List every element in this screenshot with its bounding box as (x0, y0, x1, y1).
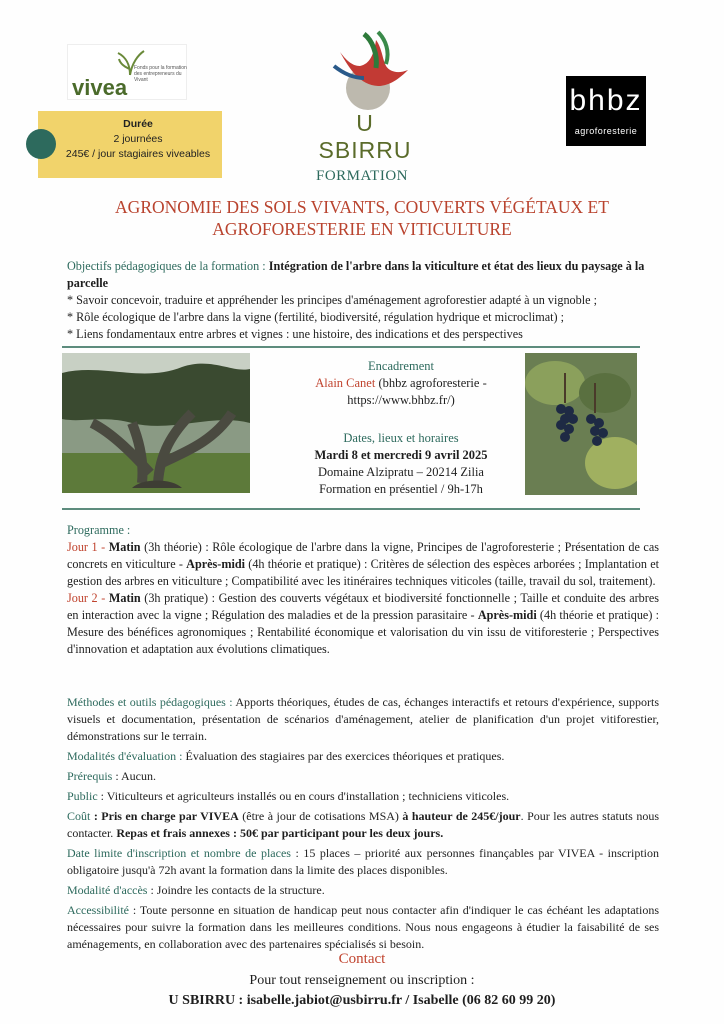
cout-label: Coût (67, 809, 91, 823)
bhbz-wordmark: bhbz (569, 84, 643, 117)
accessibilite-text: : Toute personne en situation de handicap peut nous contacter afin d'indiquer le cas échéant les adaptations nécessaires pour suivre la formation dans les meilleures conditions. Nous nous engageons à étudier la faisabilité de ses aménagements, en collaboration avec des partenaires spécialisés si besoin. (67, 903, 659, 951)
methodes-paragraph (67, 694, 659, 745)
cout-bold-1: : Pris en charge par VIVEA (90, 809, 239, 823)
contact-line-1: Pour tout renseignement ou inscription : (249, 973, 475, 988)
dates-section (280, 430, 522, 498)
dates-when: Mardi 8 et mercredi 9 avril 2025 (314, 448, 488, 462)
acces-text: : Joindre les contacts de la structure. (147, 883, 325, 897)
accessibilite-paragraph (67, 902, 659, 953)
grapes-image (525, 353, 637, 495)
programme-day-1 (67, 539, 659, 590)
acces-label: Modalité d'accès (67, 883, 148, 897)
objective-bullet: * Liens fondamentaux entre arbres et vignes : une histoire, des indications et des perspectives (67, 327, 523, 341)
programme-label: Programme : (67, 523, 131, 537)
bird-icon (320, 30, 412, 112)
title-line-2: AGROFORESTERIE EN VITICULTURE (212, 219, 512, 239)
divider-top (62, 346, 640, 348)
day-1-morning: Matin (108, 540, 141, 554)
limite-paragraph (67, 845, 659, 879)
infos-section (67, 694, 659, 953)
vivea-wordmark: vivea (72, 75, 128, 100)
decorative-dot (26, 129, 56, 159)
evaluation-label: Modalités d'évaluation : (67, 749, 186, 763)
cout-paragraph (67, 808, 659, 842)
encadrement-section (280, 358, 522, 409)
objectives-label: Objectifs pédagogiques de la formation : (67, 259, 269, 273)
duration-price: 245€ / jour stagiaires viveables (65, 148, 211, 160)
programme-day-2 (67, 590, 659, 658)
tree-photo (62, 353, 250, 493)
dates-label: Dates, lieux et horaires (343, 431, 459, 445)
objective-bullet: * Rôle écologique de l'arbre dans la vigne (fertilité, biodiversité, régulation hydrique et microclimat) ; (67, 310, 564, 324)
methodes-label: Méthodes et outils pédagogiques : (67, 695, 236, 709)
day-2-morning: Matin (108, 591, 141, 605)
evaluation-text: Évaluation des stagiaires par des exercices théoriques et pratiques. (185, 749, 505, 763)
vivea-logo (67, 44, 187, 100)
public-label: Public (67, 789, 98, 803)
acces-paragraph (67, 882, 659, 899)
duration-days: 2 journées (113, 133, 163, 145)
usbirru-wordmark: U SBIRRU (318, 110, 412, 163)
grapes-photo (525, 353, 637, 495)
trainer-url[interactable]: https://www.bhbz.fr/) (347, 393, 455, 407)
objective-bullet: * Savoir concevoir, traduire et appréhender les principes d'aménagement agroforestier adapté à un vignoble ; (67, 293, 597, 307)
trainer-name: Alain Canet (315, 376, 376, 390)
trainer-org: (bhbz agroforesterie - (375, 376, 487, 390)
prerequis-text: : Aucun. (112, 769, 156, 783)
prerequis-label: Prérequis (67, 769, 113, 783)
dates-mode: Formation en présentiel / 9h-17h (319, 482, 483, 496)
bhbz-subtitle: agroforesterie (574, 126, 638, 136)
methodes-text: Apports théoriques, études de cas, échanges interactifs et retours d'expérience, supports visuels et documentation, présentation de scénarios d'aménagement, atelier de planification d'un projet vitiforestier, démonstrations sur le terrain. (67, 695, 659, 743)
day-1-text-a: (3h théorie) : Rôle écologique de l'arbre dans la vigne, Principes de l'agroforesterie ; Présentation de cas concrets en viticulture - (67, 540, 659, 571)
cout-text-2: . Pour les autres statuts nous contacter. (67, 809, 659, 840)
day-2-text-a: (3h pratique) : Gestion des couverts végétaux et biodiversité fonctionnelle ; Taille et conduite des arbres en interaction avec la vigne ; Régulation des maladies et de la pression parasitaire - (67, 591, 659, 622)
public-paragraph (67, 788, 659, 805)
limite-text: : 15 places – priorité aux personnes finançables par VIVEA - inscription obligatoire jusqu'à 72h avant la formation dans la limite des places disponibles. (67, 846, 659, 877)
formation-label: FORMATION (315, 168, 408, 184)
day-1-afternoon: Après-midi (186, 557, 246, 571)
title-line-1: AGRONOMIE DES SOLS VIVANTS, COUVERTS VÉGÉTAUX ET (115, 197, 609, 217)
cout-bold-2: à hauteur de 245€/jour (402, 809, 521, 823)
cout-text-1: (être à jour de cotisations MSA) (238, 809, 403, 823)
accessibilite-label: Accessibilité (67, 903, 129, 917)
divider-bottom (62, 508, 640, 510)
public-text: : Viticulteurs et agriculteurs installés ou en cours d'installation ; techniciens viticoles. (97, 789, 510, 803)
objectives-section (67, 258, 659, 343)
limite-label: Date limite d'inscription et nombre de places (67, 846, 291, 860)
contact-line-2[interactable]: U SBIRRU : isabelle.jabiot@usbirru.fr / Isabelle (06 82 60 99 20) (168, 993, 556, 1008)
bhbz-logo (566, 76, 646, 146)
contact-label: Contact (338, 951, 386, 967)
day-1-label: Jour 1 - (67, 540, 109, 554)
dates-where: Domaine Alzipratu – 20214 Zilia (318, 465, 484, 479)
page-title (0, 196, 724, 240)
evaluation-paragraph (67, 748, 659, 765)
day-2-label: Jour 2 - (67, 591, 109, 605)
vivea-tagline: Fonds pour la formation des entrepreneurs du Vivant (134, 65, 187, 83)
cout-bold-3: Repas et frais annexes : 50€ par participant pour les deux jours. (116, 826, 444, 840)
programme-section (67, 522, 659, 658)
tree-image (62, 353, 250, 493)
encadrement-label: Encadrement (368, 359, 434, 373)
duration-title: Durée (123, 118, 153, 130)
day-2-text-b: (4h théorie et pratique) : Mesure des bénéfices agronomiques ; Rentabilité économique et valorisation du vin issu de vitiforesterie ; Perspectives d'innovation et adaptation aux évolutions climatiques. (67, 608, 659, 656)
day-2-afternoon: Après-midi (477, 608, 537, 622)
contact-section (0, 951, 724, 1011)
objectives-lead: Intégration de l'arbre dans la viticulture et état des lieux du paysage à la parcelle (67, 259, 645, 290)
day-1-text-b: (4h théorie et pratique) : Critères de sélection des espèces arborées ; Implantation et gestion des arbres en viticulture ; Compatibilité avec les itinéraires techniques viticoles (taille, travail du sol, traitement). (67, 557, 659, 588)
prerequis-paragraph (67, 768, 659, 785)
usbirru-logo (310, 30, 420, 163)
